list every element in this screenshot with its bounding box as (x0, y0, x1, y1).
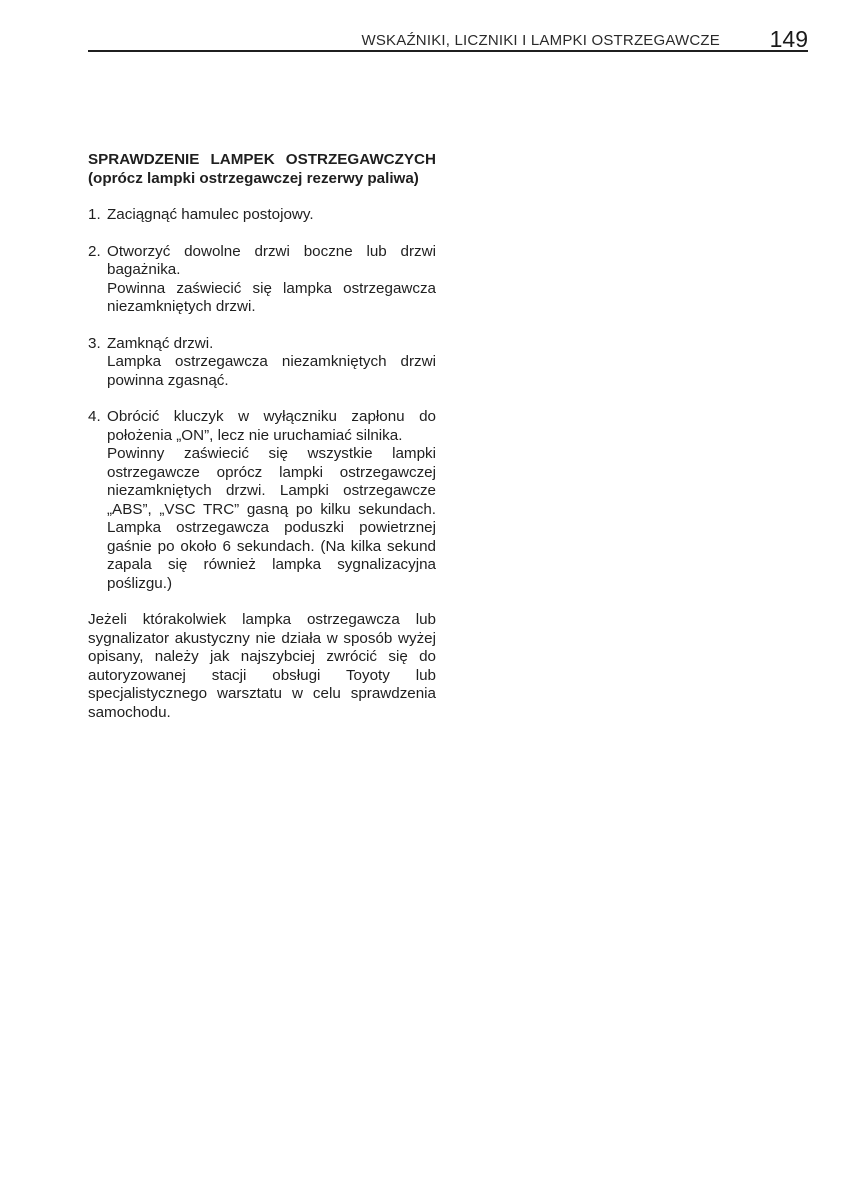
header-rule (88, 50, 808, 52)
step-number: 4. (88, 408, 101, 425)
step-text: Zamknąć drzwi. (107, 334, 214, 352)
running-header-title: WSKAŹNIKI, LICZNIKI I LAMPKI OSTRZEGAWCZE (361, 32, 720, 49)
step-number: 1. (88, 206, 101, 223)
page-header (88, 26, 808, 52)
step-body (107, 408, 436, 593)
step-item (88, 335, 436, 391)
section-content (88, 151, 436, 722)
step-body (107, 206, 436, 225)
step-number: 2. (88, 242, 101, 260)
step-note: Lampka ostrzegawcza niezamkniętych drzwi powinna zgasnąć. (107, 353, 436, 389)
closing-paragraph: Jeżeli którakolwiek lampka ostrzegawcza lub sygnalizator akustyczny nie działa w sposób wyżej opisany, należy jak najszybciej zwrócić się do autoryzowanej stacji obsługi Toyoty lub specjalistycznego warsztatu w celu sprawdzenia samochodu. (88, 611, 436, 721)
section-heading: SPRAWDZENIE LAMPEK OSTRZEGAWCZYCH (oprócz lampki ostrzegawczej rezerwy paliwa) (88, 151, 436, 187)
step-text: Obrócić kluczyk w wyłączniku zapłonu do położenia „ON”, lecz nie uruchamiać silnika. (107, 408, 436, 444)
step-item (88, 243, 436, 317)
step-item (88, 408, 436, 593)
step-body (107, 243, 436, 317)
step-number: 3. (88, 334, 101, 352)
step-note: Powinny zaświecić się wszystkie lampki ostrzegawcze oprócz lampki ostrzegawczej niezamkniętych drzwi. Lampki ostrzegawcze „ABS”, „VSC TRC” gasną po kilku sekundach. Lampka ostrzegawcza poduszki powietrznej gaśnie po około 6 sekundach. (Na kilka sekund zapala się również lampka sygnalizacyjna poślizgu.) (107, 445, 436, 592)
step-item (88, 206, 436, 225)
step-text: Otworzyć dowolne drzwi boczne lub drzwi bagażnika. (107, 242, 436, 278)
step-note: Powinna zaświecić się lampka ostrzegawcza niezamkniętych drzwi. (107, 279, 436, 315)
page-number: 149 (769, 26, 808, 52)
step-text: Zaciągnąć hamulec postojowy. (107, 206, 314, 223)
step-body (107, 335, 436, 391)
